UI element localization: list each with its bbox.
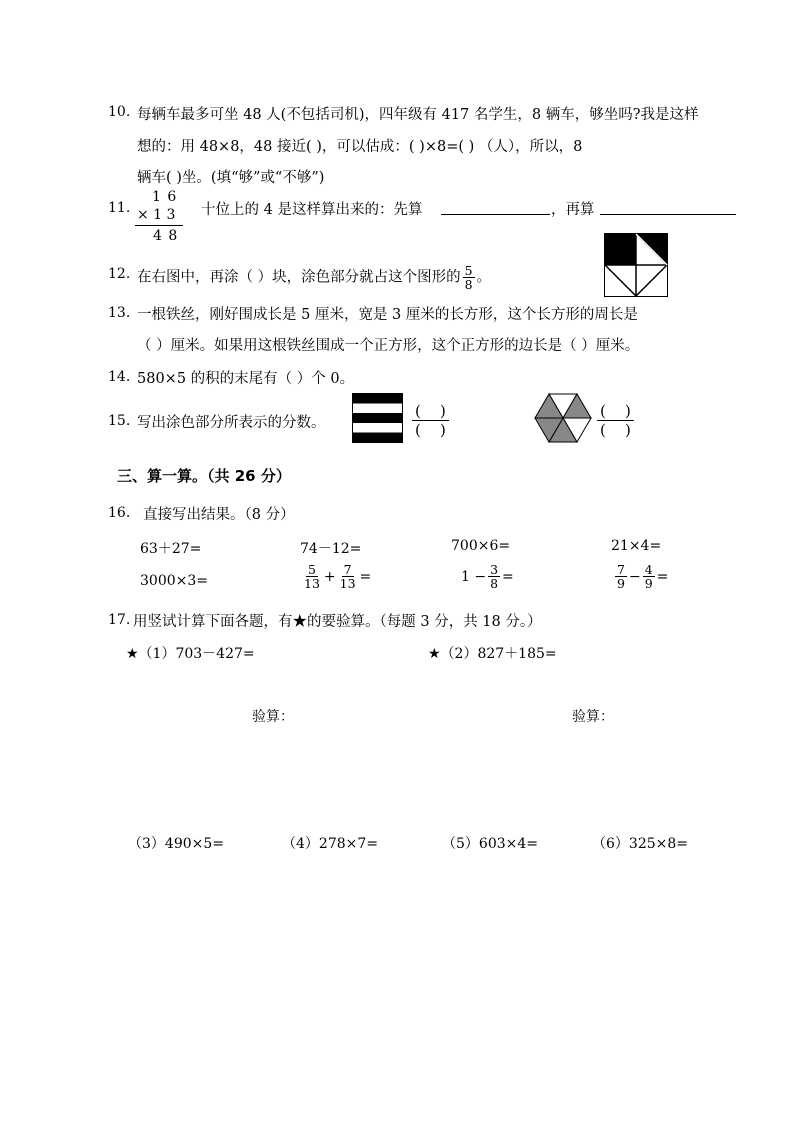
frac-num: 7 [343,562,352,577]
frac-num: 3 [490,562,499,577]
q15-fraction-2[interactable] [597,402,634,439]
frac-den: 8 [490,576,499,591]
q16-item-5: 3000×3= [140,573,208,589]
q12-frac-den: 8 [464,277,473,292]
frac-den: 13 [304,576,320,591]
q12-square-figure [604,233,668,297]
plus-sign: + [323,568,336,585]
q16-number: 16. [108,505,131,521]
q11-blank-2[interactable] [600,200,736,215]
q13-number: 13. [108,305,131,321]
frac-den: 9 [644,576,653,591]
q15-number: 15. [108,413,131,429]
q17-number: 17. [108,612,131,628]
equals-sign: = [359,568,372,585]
q17-problem-2: ★（2）827＋185= [428,646,557,662]
q11-text-2: ，再算 [551,202,595,218]
equals-sign: = [656,568,669,585]
section-3-title: 三、算一算。（共 26 分） [117,467,291,485]
paren-close: ) [439,402,446,420]
q12-frac-num: 5 [464,263,473,278]
q12-text [137,264,491,291]
q16-item-6 [300,563,371,590]
frac-num: 5 [307,562,316,577]
q12-fraction [463,264,475,291]
q16-item-1: 63＋27= [140,541,202,557]
frac-den: 13 [339,576,356,591]
q11-blank-1[interactable] [441,200,550,215]
paren-open: ( [600,421,606,439]
paren-open: ( [415,402,421,420]
q16-item-2: 74－12= [300,541,362,557]
q16-item-7 [461,563,514,590]
q10-line-1: 每辆车最多可坐 48 人(不包括司机)，四年级有 417 名学生，8 辆车，够坐吗?我是这样 [137,107,699,123]
minuend: 1 − [461,568,487,585]
paren-open: ( [415,421,421,439]
q15-text: 写出涂色部分所表示的分数。 [137,415,326,431]
equals-sign: = [502,568,514,585]
q11-multiplicand: 1 6 [152,189,178,205]
frac-den: 9 [617,576,625,591]
q16-item-4: 21×4= [611,538,662,554]
q16-text: 直接写出结果。（8 分） [143,507,295,523]
q13-line-2: （ ）厘米。如果用这根铁丝围成一个正方形，这个正方形的边长是（ ）厘米。 [137,338,640,354]
minus-sign: − [628,568,641,585]
q11-rule [135,225,183,226]
q17-text: 用竖试计算下面各题，有★的要验算。（每题 3 分，共 18 分。） [133,614,542,630]
paren-close: ) [624,421,631,439]
paren-close: ) [624,402,631,420]
q12-number: 12. [108,266,131,282]
frac-num: 7 [617,562,625,577]
q17-problem-6: （6）325×8= [592,836,688,852]
q17-problem-4: （4）278×7= [282,836,378,852]
q10-number: 10. [108,104,131,120]
q14-text: 580×5 的积的末尾有（ ）个 0。 [137,371,355,387]
q12-text-1: 在右图中，再涂（ ）块，涂色部分就占这个图形的 [137,269,461,286]
q16-item-8 [613,563,668,590]
q10-line-3: 辆车( )坐。(填“够”或“不够”) [137,170,325,186]
q17-check-2: 验算： [572,709,614,725]
q17-problem-5: （5）603×4= [442,836,538,852]
q14-number: 14. [108,369,131,385]
q15-stripes-figure [352,393,403,443]
q11-multiplier: × 1 3 [137,207,176,223]
q11-number: 11. [108,200,131,216]
q12-text-2: 。 [476,269,492,286]
q17-problem-1: ★（1）703－427= [126,646,255,662]
q11-product: 4 8 [153,228,179,244]
paren-close: ) [439,421,446,439]
paren-open: ( [600,402,606,420]
q11-text-1: 十位上的 4 是这样算出来的：先算 [201,202,423,218]
frac-num: 4 [644,562,653,577]
q13-line-1: 一根铁丝，刚好围成长是 5 厘米，宽是 3 厘米的长方形，这个长方形的周长是 [137,307,638,323]
q17-problem-3: （3）490×5= [128,836,224,852]
q16-item-3: 700×6= [451,538,511,554]
q10-line-2: 想的：用 48×8，48 接近( )，可以估成：( )×8=( ) （人），所以，8 [137,139,583,155]
q15-fraction-1[interactable] [412,402,449,439]
q17-check-1: 验算： [252,709,294,725]
q15-hexagon-figure [534,393,592,443]
